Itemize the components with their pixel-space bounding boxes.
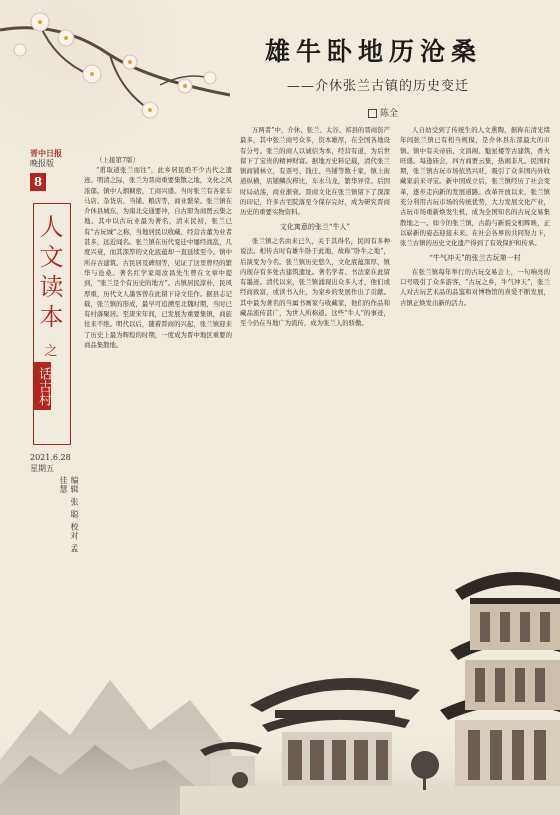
column-connector: 之 [44, 344, 58, 359]
article-title: 雄牛卧地历沧桑 [265, 37, 483, 66]
article-text: 万两者”中，介休、张兰、太谷、祁县的晋商资产最多，其中张兰商号众多，资本雄厚，在全国各地设有分号。张兰的商人以诚信为本，经营有道，为后世留下了宝贵的精神财富。据地方史料记载，清代张兰镇商铺林立，有票号、钱庄、当铺等数十家，镇上街道纵横，店铺鳞次栉比，车水马龙，繁华异常。后因时局动荡，商业渐衰。晋商文化在张兰镇留下了深深的印记，许多古宅院落至今保存完好，成为研究晋商历史的重要实物资料。 [240, 126, 390, 217]
continued-from-note: （上接第7版） [96, 156, 140, 164]
author-name: 陈全 [380, 109, 399, 119]
date-value: 2021.6.28 [30, 453, 71, 462]
article-subtitle: ——介休张兰古镇的历史变迁 [287, 79, 470, 94]
section-subheading: 文化寓意的张兰“牛人” [279, 222, 351, 231]
article-column-3 [400, 125, 550, 625]
author-box-icon [368, 109, 377, 118]
section-subheading: “牛气冲天”的张兰古玩第一村 [429, 253, 521, 262]
column-title: 人文读本 [35, 214, 63, 334]
paper-name: 晋中日报 [30, 148, 62, 158]
author-line [368, 106, 398, 119]
editor-credits: 编辑 张 聪 校对 孟佳慧 [59, 476, 79, 554]
issue-date [30, 452, 71, 474]
paper-logo [30, 148, 82, 169]
article-text: 人自幼受到了传统生的人文熏陶，据称在清光绪年间张兰镇已有相当规模，是介休县东部最大的市镇。镇中有关帝庙、文昌阁、魁星楼等古建筑，香火旺盛。每逢庙会，四方商贾云集，热闹非凡。民国时期，张兰镇古玩市场依然兴旺，吸引了众多国内外收藏家前来寻宝。新中国成立后，张兰镇经历了社会变革，逐步走向新的发展道路。改革开放以来，张兰镇充分利用古玩市场的传统优势，大力发展文化产业，古玩市场重新焕发生机，成为全国知名的古玩交易集散地之一。如今的张兰镇，古韵与新貌交相辉映，正以崭新的姿态迎接未来。在社会各界的共同努力下，张兰古镇的历史文化遗产得到了有效保护和传承。 [400, 126, 550, 248]
column-subtitle-tag: 话古村 [33, 362, 51, 410]
ancient-town-illustration [0, 560, 560, 815]
section-number: 8 [30, 173, 46, 191]
article-text: “甫取道张兰而往”，此乡居民绝不少古代之遗迹。明清之际，张兰为晋商重要集散之地，文化之风浓郁。镇中人烟稠密，工商兴盛。当时张兰有各家车马店、杂货店、当铺、粮店等，商业繁荣。张兰镇在介休县城东，为南北交通要冲，自古即为商贾云集之地。其中以古玩业最为著名，清末民初，张兰已有“古玩城”之称，当地居民以收藏、经营古董为业者甚多，远近闻名。张兰镇在历代变迁中屡经战乱，几度兴衰，而其深厚的文化底蕴却一直延续至今。镇中所存古建筑、古民居及碑刻等，见证了这里曾经的繁华与沧桑。著名红学家周汝昌先生曾在文章中提到，“张兰是个有历史的地方”。古镇居民淳朴，民风厚重，历代文人墨客曾在此留下诗文佳作。据县志记载，张兰镇的形成，最早可追溯至北魏时期，当时已有村落聚居。至唐宋年间，已发展为重要集镇，商旅往来不绝。明代以后，随着晋商的兴起，张兰镇迎来了历史上最为辉煌的时期，一度成为晋中地区重要的商品集散地。 [84, 166, 232, 350]
paper-edition: 晚报版 [30, 159, 54, 168]
weekday: 星期五 [30, 464, 54, 473]
article-text: 张兰镇之名由来已久，关于其得名，民间有多种说法。相传古时有雄牛卧于此地，故称“卧牛之地”，后演变为今名。张兰镇历史悠久，文化底蕴深厚，镇内现存有多处古建筑遗址。著名学者、书法家在此留有墨迹。清代以来，张兰镇涌现出众多人才，他们或经商致富，或读书入仕，为家乡的发展作出了贡献。其中最为著名的当属书画家与收藏家，他们的作品和藏品流传甚广，为世人所称道。这些“牛人”的事迹，至今仍在当地广为流传，成为张兰人的骄傲。 [240, 236, 390, 328]
article-text: 在张兰镇每年举行的古玩交易会上，一句响亮的口号吸引了众多游客，“古玩之乡，牛气冲天”，张兰人对古玩艺术品的品鉴和对博物馆的喜爱不断发展，古镇正焕发出新的活力。 [400, 267, 550, 307]
plum-blossom-decoration [0, 0, 230, 135]
